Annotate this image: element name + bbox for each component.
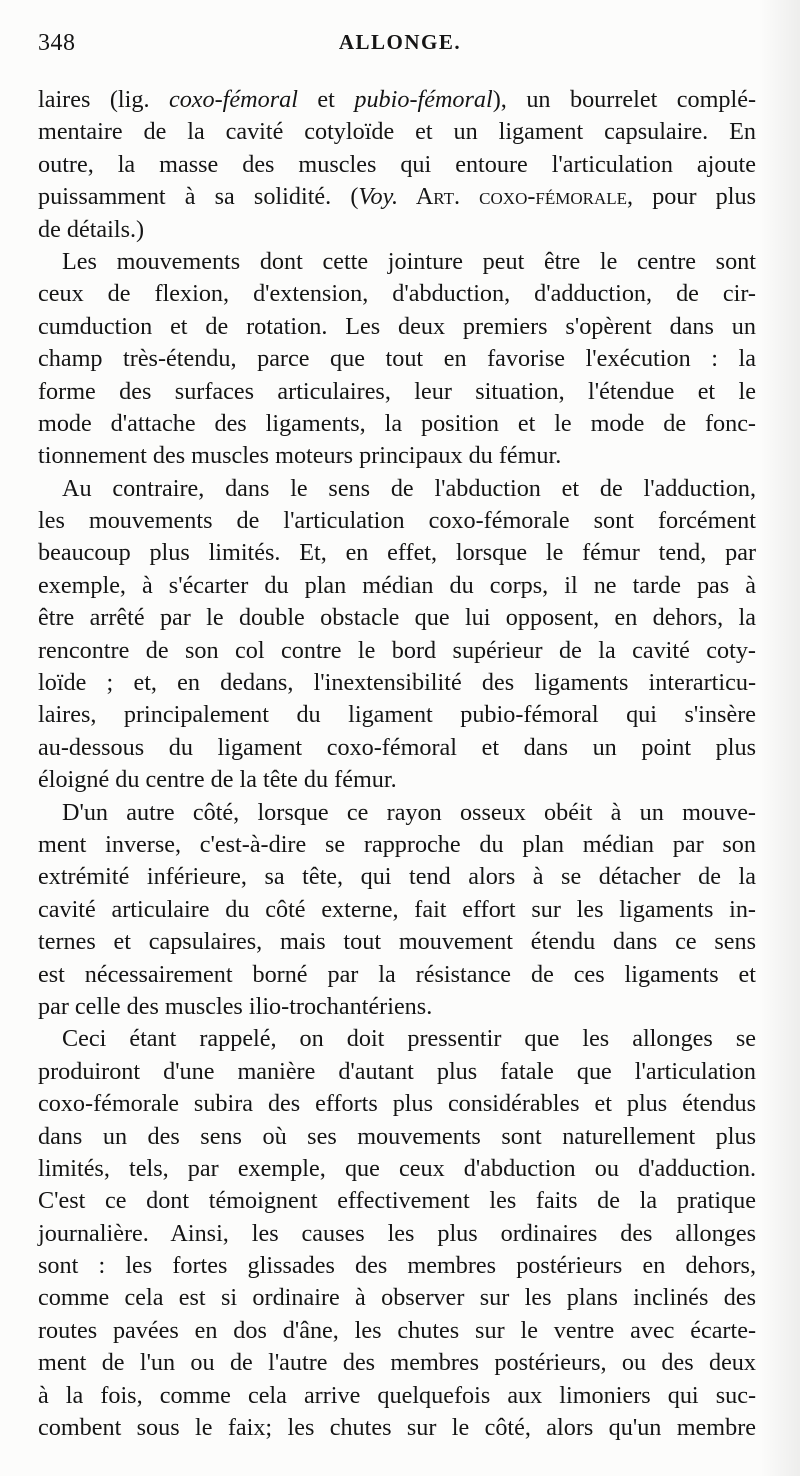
text-line [38,1088,756,1120]
text-segment: de détails.) [38,215,145,243]
text-segment: dans un des sens où ses mouvements sont naturellement plus [38,1122,756,1150]
text-segment: cavité articulaire du côté externe, fait effort sur les ligaments in- [38,895,756,923]
text-segment: Ceci étant rappelé, on doit pressentir que les allonges se [62,1025,756,1053]
text-segment: Au contraire, dans le sens de l'abduction et de l'adduction, [62,474,756,502]
text-line [38,797,756,829]
text-line [38,959,756,991]
text-segment: coxo-fémorale subira des efforts plus considérables et plus étendus [38,1090,756,1118]
text-segment: ceux de flexion, d'extension, d'abduction, d'adduction, de cir- [38,280,756,308]
text-segment: cumduction et de rotation. Les deux premiers s'opèrent dans un [38,312,756,340]
text-segment: Art. coxo-fémorale [398,183,628,211]
text-line [38,1380,756,1412]
text-line [38,829,756,861]
text-line [38,278,756,310]
text-line [38,764,756,796]
text-segment: loïde ; et, en dedans, l'inextensibilité des ligaments interarticu- [38,669,756,697]
text-line [38,376,756,408]
text-line [38,1315,756,1347]
text-segment: pubio-fémoral [354,86,493,113]
text-segment: forme des surfaces articulaires, leur situation, l'étendue et le [38,377,756,405]
text-segment: D'un autre côté, lorsque ce rayon osseux obéit à un mouve- [62,798,756,826]
text-line [38,84,756,116]
text-segment: être arrêté par le double obstacle que lui opposent, en dehors, la [38,604,756,632]
text-line [38,894,756,926]
text-segment: produiront d'une manière d'autant plus fatale que l'articulation [38,1057,756,1085]
text-line [38,440,756,472]
text-segment: à la fois, comme cela arrive quelquefois aux limoniers qui suc- [38,1381,756,1409]
text-segment: est nécessairement borné par la résistance de ces ligaments et [38,960,756,988]
text-line [38,1250,756,1282]
text-line [38,1412,756,1444]
text-line [38,926,756,958]
text-line [38,667,756,699]
text-line [38,214,756,246]
text-line [38,246,756,278]
text-segment: extrémité inférieure, sa tête, qui tend alors à se détacher de la [38,863,756,891]
text-segment: exemple, à s'écarter du plan médian du corps, il ne tarde pas à [38,571,756,599]
text-line [38,343,756,375]
text-line [38,1185,756,1217]
text-segment: tionnement des muscles moteurs principaux du fémur. [38,442,562,470]
text-line [38,699,756,731]
text-line [38,732,756,764]
text-segment: puissamment à sa solidité. ( [38,183,359,211]
text-line [38,473,756,505]
text-line [38,1153,756,1185]
text-line [38,408,756,440]
text-segment: limités, tels, par exemple, que ceux d'abduction ou d'adduction. [38,1154,756,1182]
text-line [38,149,756,181]
text-segment: , pour plus [627,183,756,211]
text-line [38,635,756,667]
text-segment: mode d'attache des ligaments, la position et le mode de fonc- [38,409,756,437]
text-line [38,537,756,569]
page-header [38,30,762,64]
text-segment: ment de l'un ou de l'autre des membres postérieurs, ou des deux [38,1349,756,1377]
text-line [38,570,756,602]
text-line [38,1121,756,1153]
text-line [38,1023,756,1055]
text-segment: au-dessous du ligament coxo-fémoral et dans un point plus [38,733,756,761]
text-segment: ternes et capsulaires, mais tout mouvement étendu dans ce sens [38,928,756,956]
text-segment: éloigné du centre de la tête du fémur. [38,766,397,794]
text-segment: mentaire de la cavité cotyloïde et un ligament capsulaire. En [38,118,756,146]
text-segment: journalière. Ainsi, les causes les plus ordinaires des allonges [38,1219,756,1247]
text-segment: beaucoup plus limités. Et, en effet, lorsque le fémur tend, par [38,539,756,567]
text-line [38,1056,756,1088]
text-line [38,116,756,148]
text-segment: comme cela est si ordinaire à observer sur les plans inclinés des [38,1284,756,1312]
text-segment: coxo-fémoral [168,86,298,113]
text-segment: sont : les fortes glissades des membres postérieurs en dehors, [38,1252,756,1280]
text-line [38,1347,756,1379]
text-segment: C'est ce dont témoignent effectivement les faits de la pratique [38,1187,756,1215]
text-segment: laires (lig. [38,86,169,113]
running-title: ALLONGE. [338,30,462,54]
text-line [38,1218,756,1250]
text-segment: combent sous le faix; les chutes sur le côté, alors qu'un membre [38,1414,756,1442]
text-line [38,181,756,213]
text-line [38,861,756,893]
text-segment: champ très-étendu, parce que tout en favorise l'exécution : la [38,345,756,373]
text-segment: ment inverse, c'est-à-dire se rapproche du plan médian par son [38,830,756,858]
text-line [38,1282,756,1314]
text-segment: les mouvements de l'articulation coxo-fémorale sont forcément [38,507,756,535]
text-segment: ), un bourrelet complé- [492,86,757,113]
text-line [38,311,756,343]
text-line [38,602,756,634]
text-line [38,505,756,537]
text-segment: par celle des muscles ilio-trochantériens. [38,992,433,1020]
text-segment: Les mouvements dont cette jointure peut être le centre sont [62,247,756,275]
text-segment: laires, principalement du ligament pubio-fémoral qui s'insère [38,701,756,729]
text-line [38,991,756,1023]
text-segment: et [297,86,355,113]
text-segment: outre, la masse des muscles qui entoure l'articulation ajoute [38,150,756,178]
page-number: 348 [38,30,76,56]
body-text [38,84,756,1444]
text-segment: Voy. [358,183,399,211]
text-segment: routes pavées en dos d'âne, les chutes sur le ventre avec écarte- [38,1316,756,1344]
text-segment: rencontre de son col contre le bord supérieur de la cavité coty- [38,636,756,664]
